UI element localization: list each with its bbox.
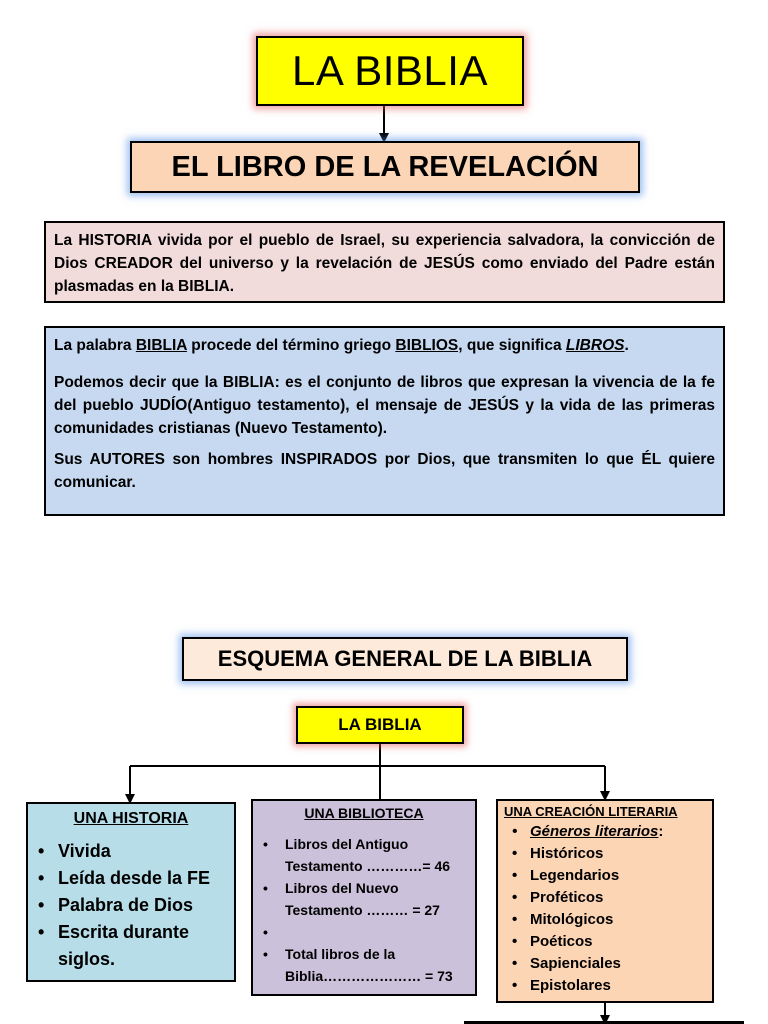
definicion-paragraph: Podemos decir que la BIBLIA: es el conjunto de libros que expresan la vivencia de la fe del pueblo JUDÍO(Antiguo testamento), el mensaje de JESÚS y la vida de las primeras comunidades cristianas (Nuevo Testamento). (54, 374, 715, 437)
genre-label: Géneros literarios (530, 823, 659, 840)
literaria-heading: UNA CREACIÓN LITERARIA (504, 804, 678, 819)
list-item: • Palabra de Dios (36, 892, 226, 919)
list-item: • Epistolares (504, 975, 706, 997)
genre-suffix: : (658, 823, 664, 840)
list-item: • Escrita durante siglos. (36, 919, 226, 973)
historia-node (26, 802, 236, 982)
list-item: • Poéticos (504, 931, 706, 953)
list-item: • Legendarios (504, 865, 706, 887)
list-item: • Sapienciales (504, 953, 706, 975)
page-title: LA BIBLIA (256, 36, 524, 106)
biblioteca-list (259, 833, 469, 987)
list-item: • Vivida (36, 838, 226, 865)
text-fragment: . (624, 337, 629, 354)
text-fragment: procede del término griego (186, 337, 396, 354)
literaria-list (504, 821, 706, 997)
term-biblia: BIBLIA (135, 337, 187, 354)
biblioteca-node (251, 799, 477, 996)
etimologia-paragraph (54, 334, 715, 357)
historia-list (36, 838, 226, 973)
esquema-root-node: LA BIBLIA (296, 706, 464, 744)
historia-paragraph-box (44, 221, 725, 303)
list-item: • Total libros de la Biblia………………… = 73 (259, 943, 469, 987)
term-biblios: BIBLIOS, (395, 337, 463, 354)
page-subtitle: EL LIBRO DE LA REVELACIÓN (130, 141, 640, 193)
biblioteca-heading: UNA BIBLIOTECA (304, 805, 424, 821)
list-item: • Históricos (504, 843, 706, 865)
list-item: • Proféticos (504, 887, 706, 909)
text-fragment: La palabra (54, 337, 136, 354)
literaria-node (496, 799, 714, 1003)
list-item: • Mitológicos (504, 909, 706, 931)
historia-paragraph: La HISTORIA vivida por el pueblo de Israel, su experiencia salvadora, la convicción de Dios CREADOR del universo y la revelación de JESÚS como enviado del Padre están plasmadas en la BIBLIA. (54, 232, 715, 295)
autores-paragraph: Sus AUTORES son hombres INSPIRADOS por Dios, que transmiten lo que ÉL quiere comunicar. (54, 451, 715, 491)
list-item: • Leída desde la FE (36, 865, 226, 892)
definicion-box (44, 326, 725, 516)
list-item (259, 921, 469, 943)
genre-label-item (504, 821, 706, 843)
list-item: • Libros del Nuevo Testamento ……… = 27 (259, 877, 469, 921)
historia-heading: UNA HISTORIA (73, 810, 189, 827)
text-fragment: que significa (462, 337, 566, 354)
term-libros: LIBROS (565, 337, 625, 354)
esquema-title: ESQUEMA GENERAL DE LA BIBLIA (182, 637, 628, 681)
list-item: • Libros del Antiguo Testamento …………= 46 (259, 833, 469, 877)
